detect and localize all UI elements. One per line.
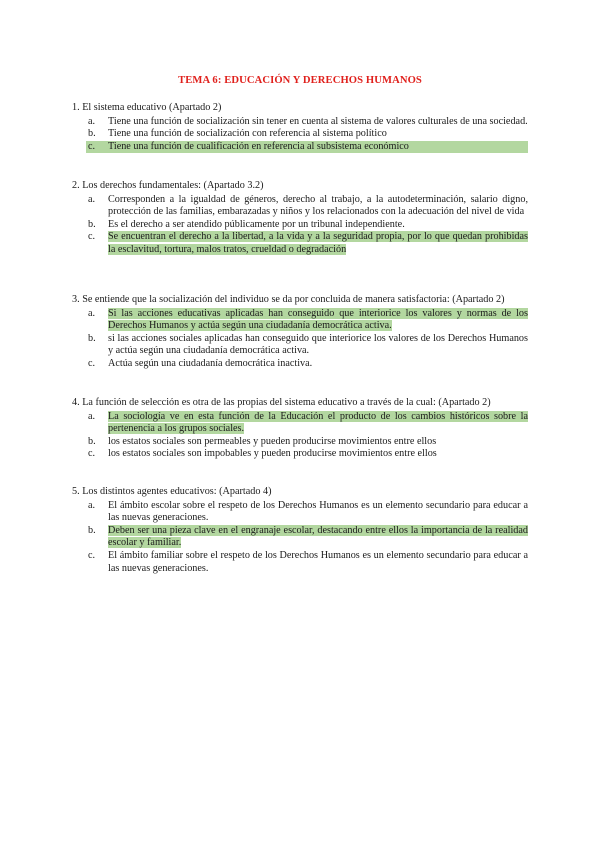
question-block xyxy=(72,180,528,257)
option-text: El ámbito escolar sobre el respeto de los Derechos Humanos es un elemento secundario para educar a las nuevas generaciones. xyxy=(108,499,528,524)
option-text: El ámbito familiar sobre el respeto de los Derechos Humanos es un elemento secundario para educar a las nuevas generaciones. xyxy=(108,549,528,574)
question-block xyxy=(72,294,528,371)
answer-option xyxy=(72,128,528,141)
option-text: Si las acciones educativas aplicadas han conseguido que interiorice los valores y normas de los Derechos Humanos y actúa según una ciudadanía democrática activa. xyxy=(108,307,528,332)
question-text: 4. La función de selección es otra de las propias del sistema educativo a través de la cual: (Apartado 2) xyxy=(72,397,491,408)
option-label: a. xyxy=(88,115,96,127)
option-label: c. xyxy=(88,549,96,561)
question-text: 1. El sistema educativo (Apartado 2) xyxy=(72,102,222,113)
option-text: Tiene una función de cualificación en referencia al subsistema económico xyxy=(108,140,409,152)
answer-option-correct xyxy=(72,525,528,550)
answer-option xyxy=(72,219,528,232)
option-label: c. xyxy=(88,357,96,369)
option-label: b. xyxy=(88,435,96,447)
question-block xyxy=(72,397,528,461)
option-label: b. xyxy=(88,332,96,344)
option-label: a. xyxy=(88,410,96,422)
answer-option-correct xyxy=(72,308,528,333)
option-text: La sociología ve en esta función de la Educación el producto de los cambios históricos sobre la pertenencia a los grupos sociales. xyxy=(108,410,528,435)
answer-option xyxy=(72,448,528,461)
answer-option-correct xyxy=(72,141,528,154)
answer-option-correct xyxy=(72,231,528,256)
option-text: Es el derecho a ser atendido públicamente por un tribunal independiente. xyxy=(108,218,405,230)
option-label: c. xyxy=(88,140,96,152)
answer-option xyxy=(72,333,528,358)
option-label: a. xyxy=(88,499,96,511)
question-block xyxy=(72,486,528,575)
page-title: TEMA 6: EDUCACIÓN Y DERECHOS HUMANOS xyxy=(178,75,422,86)
option-label: b. xyxy=(88,128,96,140)
option-text: Tiene una función de socialización con referencia al sistema político xyxy=(108,128,387,140)
option-text: los estatos sociales son permeables y pueden producirse movimientos entre ellos xyxy=(108,435,437,447)
answer-option xyxy=(72,550,528,575)
question-text: 2. Los derechos fundamentales: (Apartado 3.2) xyxy=(72,180,264,191)
answer-option xyxy=(72,436,528,449)
question-text: 5. Los distintos agentes educativos: (Apartado 4) xyxy=(72,486,272,497)
answer-option xyxy=(72,116,528,129)
option-label: b. xyxy=(88,218,96,230)
option-label: c. xyxy=(88,448,96,460)
option-label: b. xyxy=(88,524,96,536)
option-text: Actúa según una ciudadanía democrática inactiva. xyxy=(108,357,313,369)
option-text: Se encuentran el derecho a la libertad, a la vida y a la seguridad propia, por lo que quedan prohibidas la esclavitud, tortura, malos tratos, crueldad o degradación xyxy=(108,231,528,255)
option-label: a. xyxy=(88,307,96,319)
option-text: los estatos sociales son impobables y pueden producirse movimientos entre ellos xyxy=(108,448,437,460)
option-text: Deben ser una pieza clave en el engranaje escolar, destacando entre ellos la importancia de la realidad escolar y familiar. xyxy=(108,524,528,549)
answer-option xyxy=(72,358,528,371)
answer-option xyxy=(72,194,528,219)
question-block xyxy=(72,102,528,153)
option-text: si las acciones sociales aplicadas han conseguido que interiorice los valores de los Derechos Humanos y actúa según una ciudadanía democrática activa. xyxy=(108,332,528,357)
option-text: Corresponden a la igualdad de géneros, derecho al trabajo, a la autodeterminación, salario digno, protección de las familias, embarazadas y niños y los relacionados con la adecuación del nivel de vida xyxy=(108,193,528,218)
option-label: c. xyxy=(88,231,96,243)
answer-option-correct xyxy=(72,411,528,436)
answer-option xyxy=(72,500,528,525)
question-text: 3. Se entiende que la socialización del individuo se da por concluida de manera satisfactoria: (Apartado 2) xyxy=(72,294,505,305)
option-text: Tiene una función de socialización sin tener en cuenta al sistema de valores culturales de una sociedad. xyxy=(108,115,528,127)
option-label: a. xyxy=(88,193,96,205)
